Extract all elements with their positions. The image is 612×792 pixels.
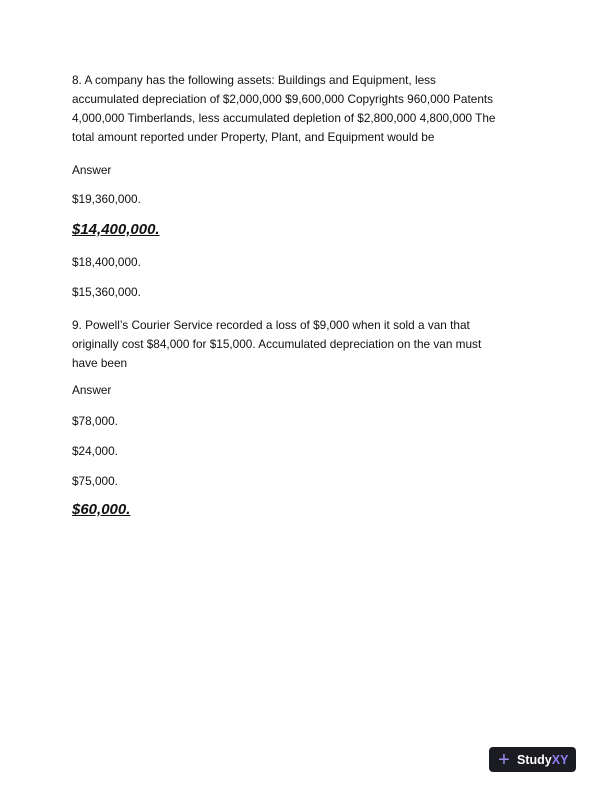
question-text-line: accumulated depreciation of $2,000,000 $9,600,000 Copyrights 960,000 Patents — [72, 92, 494, 106]
question-text-line: total amount reported under Property, Plant, and Equipment would be — [72, 130, 435, 144]
answer-option: $18,400,000. — [72, 255, 141, 269]
answer-option: $24,000. — [72, 444, 118, 458]
logo-text: StudyXY — [517, 752, 569, 767]
studyxy-logo — [489, 747, 576, 772]
plus-icon: + — [498, 748, 510, 771]
question-text-line: 4,000,000 Timberlands, less accumulated depletion of $2,800,000 4,800,000 The — [72, 111, 496, 125]
correct-answer-option: $60,000. — [72, 501, 131, 518]
answer-option: $15,360,000. — [72, 285, 141, 299]
answer-label: Answer — [72, 383, 112, 397]
question-text-line: 9. Powell’s Courier Service recorded a loss of $9,000 when it sold a van that — [72, 318, 470, 332]
answer-option: $75,000. — [72, 474, 118, 488]
answer-label: Answer — [72, 163, 112, 177]
correct-answer-option: $14,400,000. — [72, 221, 160, 238]
question-text-line: 8. A company has the following assets: Buildings and Equipment, less — [72, 73, 436, 87]
answer-option: $78,000. — [72, 414, 118, 428]
question-text-line: have been — [72, 356, 128, 370]
question-text-line: originally cost $84,000 for $15,000. Accumulated depreciation on the van must — [72, 337, 482, 351]
answer-option: $19,360,000. — [72, 192, 141, 206]
